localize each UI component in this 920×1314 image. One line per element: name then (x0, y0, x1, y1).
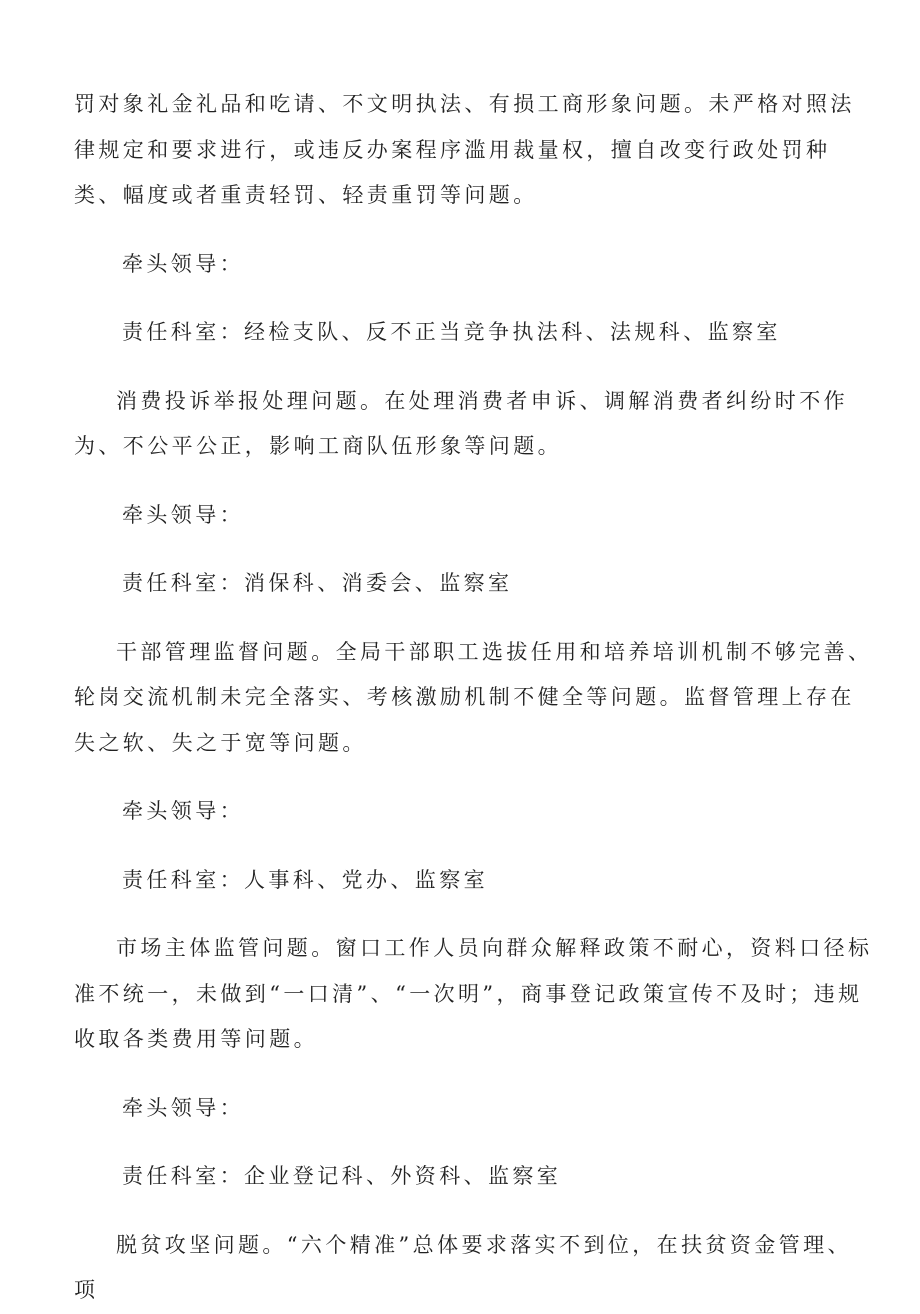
document-page (74, 82, 874, 1314)
responsible-office: 责任科室：消保科、消委会、监察室 (122, 571, 513, 595)
paragraph-cadre-supervision: 干部管理监督问题。全局干部职工选拔任用和培养培训机制不够完善、轮岗交流机制未完全落实、考核激励机制不健全等问题。监督管理上存在失之软、失之于宽等问题。 (74, 639, 873, 755)
paragraph-continuation: 罚对象礼金礼品和吃请、不文明执法、有损工商形象问题。未严格对照法律规定和要求进行，或违反办案程序滥用裁量权，擅自改变行政处罚种类、幅度或者重责轻罚、轻责重罚等问题。 (74, 92, 855, 207)
lead-leader-label: 牵头领导： (122, 1095, 244, 1120)
lead-leader-label: 牵头领导： (122, 799, 244, 823)
paragraph-poverty-alleviation: 脱贫攻坚问题。“六个精准”总体要求落实不到位，在扶贫资金管理、项 (74, 1232, 852, 1302)
responsible-office: 责任科室：人事科、党办、监察室 (122, 867, 488, 892)
paragraph-consumer-complaints: 消费投诉举报处理问题。在处理消费者申诉、调解消费者纠纷时不作为、不公平公正，影响工商队伍形象等问题。 (74, 388, 848, 458)
responsible-office: 责任科室：经检支队、反不正当竞争执法科、法规科、监察室 (122, 320, 781, 344)
lead-leader-label: 牵头领导： (122, 502, 244, 527)
paragraph-market-supervision: 市场主体监管问题。窗口工作人员向群众解释政策不耐心，资料口径标准不统一，未做到“一口清”、“一次明”，商事登记政策宣传不及时；违规收取各类费用等问题。 (74, 936, 873, 1051)
lead-leader-label: 牵头领导： (122, 251, 244, 276)
responsible-office: 责任科室：企业登记科、外资科、监察室 (122, 1164, 562, 1188)
